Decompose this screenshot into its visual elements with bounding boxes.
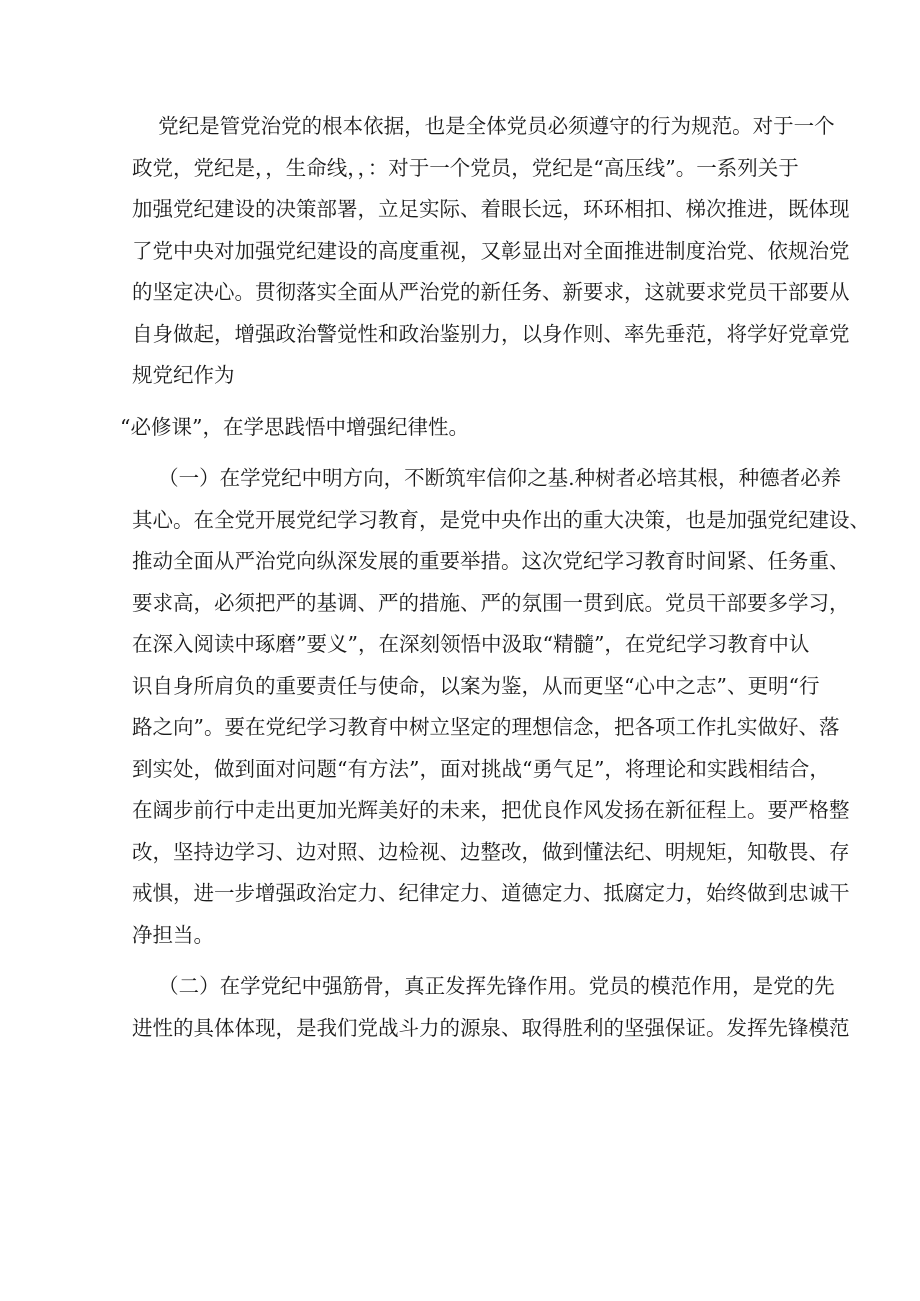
text-line: （一）在学党纪中明方向，不断筑牢信仰之基.种树者必培其根，种德者必养 <box>132 466 842 490</box>
paragraph-section-two <box>132 966 850 1049</box>
text-line: 其心。在全党开展党纪学习教育，是党中央作出的重大决策，也是加强党纪建设、 <box>132 507 870 532</box>
text-line: 自身做起，增强政治警觉性和政治鉴别力，以身作则、率先垂范，将学好党章党 <box>132 321 850 346</box>
text-line: 在深入阅读中琢磨”要义”，在深刻领悟中汲取“精髓”，在党纪学习教育中认 <box>132 632 810 656</box>
paragraph-intro <box>132 106 850 397</box>
text-line: “必修课”，在学思践悟中增强纪律性。 <box>120 414 469 439</box>
text-line: 的坚定决心。贯彻落实全面从严治党的新任务、新要求，这就要求党员干部要从 <box>132 280 850 304</box>
text-line: 加强党纪建设的决策部署，立足实际、着眼长远，环环相扣、梯次推进，既体现 <box>132 197 850 221</box>
text-line: 识自身所肩负的重要责任与使命，以案为鉴，从而更坚“心中之志”、更明“行 <box>132 673 820 698</box>
text-line: 路之向”。要在党纪学习教育中树立坚定的理想信念，把各项工作扎实做好、落 <box>132 715 840 739</box>
text-line: 改，坚持边学习、边对照、边检视、边整改，做到懂法纪、明规矩，知敬畏、存 <box>132 839 850 864</box>
text-line: 推动全面从严治党向纵深发展的重要举措。这次党纪学习教育时间紧、任务重、 <box>132 549 850 573</box>
text-line: 戒惧，进一步增强政治定力、纪律定力、道德定力、抵腐定力，始终做到忠诚干 <box>132 881 850 905</box>
text-line: 在阔步前行中走出更加光辉美好的未来，把优良作风发扬在新征程上。要严格整 <box>132 798 850 822</box>
text-line: 要求高，必须把严的基调、严的措施、严的氛围一贯到底。党员干部要多学习， <box>132 590 850 615</box>
paragraph-continuation <box>120 407 792 449</box>
text-line: 到实处，做到面对问题“有方法”，面对挑战“勇气足”，将理论和实践相结合， <box>132 756 830 781</box>
document-body <box>120 106 870 1049</box>
text-line: 规党纪作为 <box>132 363 235 387</box>
text-line: 政党，党纪是，，生命线，，：对于一个党员，党纪是“高压线”。一系列关于 <box>132 155 799 180</box>
text-line: （二）在学党纪中强筋骨，真正发挥先锋作用。党员的模范作用，是党的先 <box>132 974 835 998</box>
text-line: 进性的具体体现，是我们党战斗力的源泉、取得胜利的坚强保证。发挥先锋模范 <box>132 1015 850 1040</box>
text-line: 党纪是管党治党的根本依据，也是全体党员必须遵守的行为规范。对于一个 <box>132 114 835 138</box>
text-line: 了党中央对加强党纪建设的高度重视，又彰显出对全面推进制度治党、依规治党 <box>132 238 850 263</box>
text-line: 净担当。 <box>132 922 214 947</box>
paragraph-section-one <box>132 458 870 956</box>
